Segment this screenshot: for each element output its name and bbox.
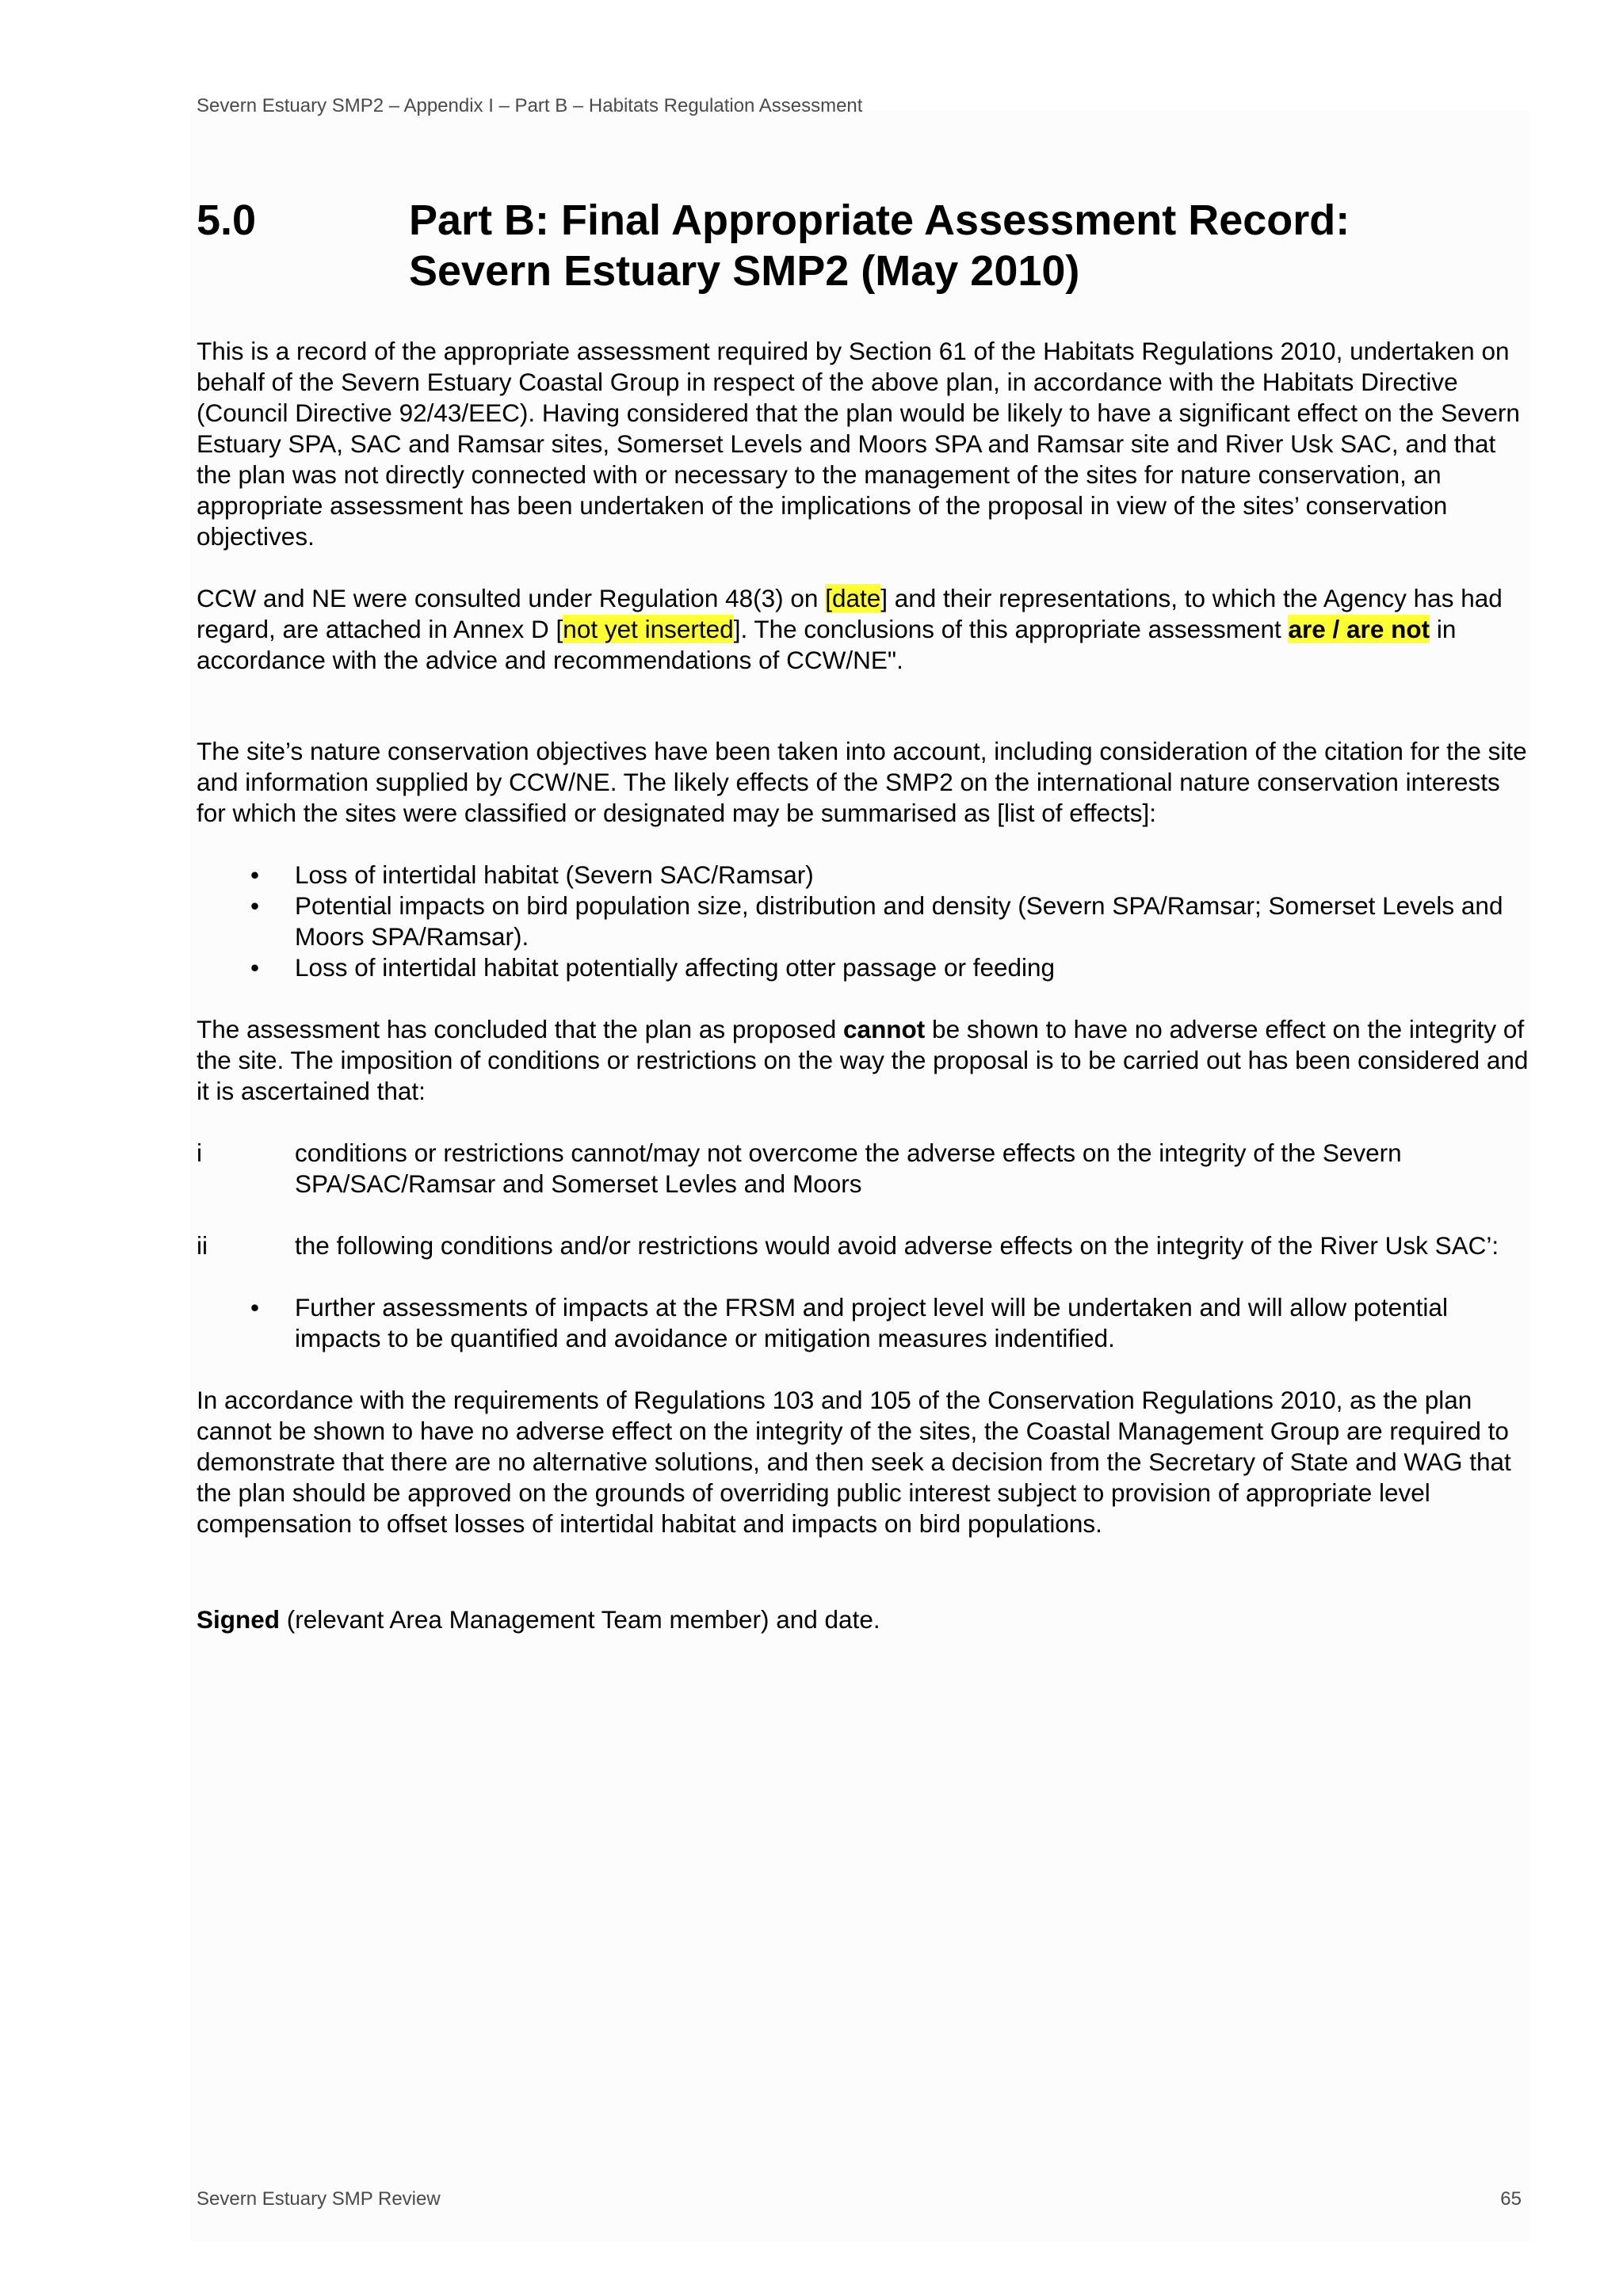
section-title-line-1: Part B: Final Appropriate Assessment Record:: [409, 196, 1350, 244]
consultation-text-4: in accordance with the advice and recommendations of CCW/NE".: [197, 615, 1457, 674]
effects-list: [197, 860, 1536, 983]
page-number: 65: [1500, 2188, 1522, 2210]
bullet-icon: •: [250, 953, 260, 982]
effect-text: Loss of intertidal habitat potentially affecting otter passage or feeding: [295, 953, 1056, 982]
section-title: [409, 195, 1518, 296]
list-item: [197, 891, 1536, 952]
consultation-text-2: ] and their representations, to which the Agency has had regard, are attached in Annex D [: [197, 584, 1503, 643]
sub-bullet-text: Further assessments of impacts at the FRSM and project level will be undertaken and will allow potential impacts to be quantified and avoidance or mitigation measures indentified.: [295, 1293, 1448, 1352]
annex-placeholder: not yet inserted: [563, 615, 734, 643]
finding-number: ii: [197, 1231, 208, 1260]
objectives-paragraph: The site’s nature conservation objectives have been taken into account, including consideration of the citation for the site and information supplied by CCW/NE. The likely effects of the SMP2 on the international nature conservation interests for which the sites were classified or designated may be summarised as [list of effects]:: [197, 737, 1527, 827]
bullet-icon: •: [250, 891, 260, 920]
finding-item: [197, 1138, 1536, 1199]
effect-text: Loss of intertidal habitat (Severn SAC/Ramsar): [295, 860, 814, 889]
bullet-icon: •: [250, 860, 260, 889]
consultation-text-3: ]. The conclusions of this appropriate assessment: [733, 615, 1289, 643]
date-placeholder: [date: [825, 584, 881, 612]
conclusion-text-2: be shown to have no adverse effect on the integrity of the site. The imposition of conditions or restrictions on the way the proposal is to be carried out has been considered and it is ascertained that:: [197, 1015, 1529, 1105]
bullet-icon: •: [250, 1293, 260, 1322]
list-item: [197, 1292, 1536, 1354]
list-item: [197, 952, 1536, 983]
effect-text: Potential impacts on bird population size, distribution and density (Severn SPA/Ramsar; Somerset Levels and Moors SPA/Ramsar).: [295, 891, 1503, 951]
requirements-paragraph: In accordance with the requirements of Regulations 103 and 105 of the Conservation Regulations 2010, as the plan cannot be shown to have no adverse effect on the integrity of the sites, the Coastal Management Group are required to demonstrate that there are no alternative solutions, and then seek a decision from the Secretary of State and WAG that the plan should be approved on the grounds of overriding public interest subject to provision of appropriate level compensation to offset losses of intertidal habitat and impacts on bird populations.: [197, 1386, 1511, 1538]
finding-number: i: [197, 1138, 202, 1167]
footer-title: Severn Estuary SMP Review: [197, 2188, 441, 2210]
consultation-text-1: CCW and NE were consulted under Regulation 48(3) on: [197, 584, 826, 612]
consultation-paragraph: [197, 583, 1536, 676]
document-body: [197, 336, 1536, 1635]
section-title-line-2: Severn Estuary SMP2 (May 2010): [409, 247, 1080, 295]
list-item: [197, 860, 1536, 891]
running-header: Severn Estuary SMP2 – Appendix I – Part B – Habitats Regulation Assessment: [197, 95, 863, 116]
conclusion-bold: cannot: [843, 1015, 926, 1043]
finding-text: the following conditions and/or restrictions would avoid adverse effects on the integrity of the River Usk SAC’:: [295, 1231, 1499, 1260]
signed-text: (relevant Area Management Team member) and date.: [280, 1605, 880, 1634]
finding-item: [197, 1230, 1536, 1261]
section-number: 5.0: [197, 196, 257, 244]
conclusion-text-1: The assessment has concluded that the plan as proposed: [197, 1015, 844, 1043]
intro-paragraph: This is a record of the appropriate assessment required by Section 61 of the Habitats Regulations 2010, undertaken on behalf of the Severn Estuary Coastal Group in respect of the above plan, in accordance with the Habitats Directive (Council Directive 92/43/EEC). Having considered that the plan would be likely to have a significant effect on the Severn Estuary SPA, SAC and Ramsar sites, Somerset Levels and Moors SPA and Ramsar site and River Usk SAC, and that the plan was not directly connected with or necessary to the management of the sites for nature conservation, an appropriate assessment has been undertaken of the implications of the proposal in view of the sites’ conservation objectives.: [197, 337, 1520, 551]
conclusion-paragraph: [197, 1014, 1536, 1107]
finding-text: conditions or restrictions cannot/may not overcome the adverse effects on the integrity of the Severn SPA/SAC/Ramsar and Somerset Levles and Moors: [295, 1138, 1402, 1198]
are-are-not-choice: are / are not: [1288, 615, 1430, 643]
signature-line: [197, 1604, 1536, 1635]
signed-label: Signed: [197, 1605, 281, 1634]
sub-bullet-list: [197, 1292, 1536, 1354]
